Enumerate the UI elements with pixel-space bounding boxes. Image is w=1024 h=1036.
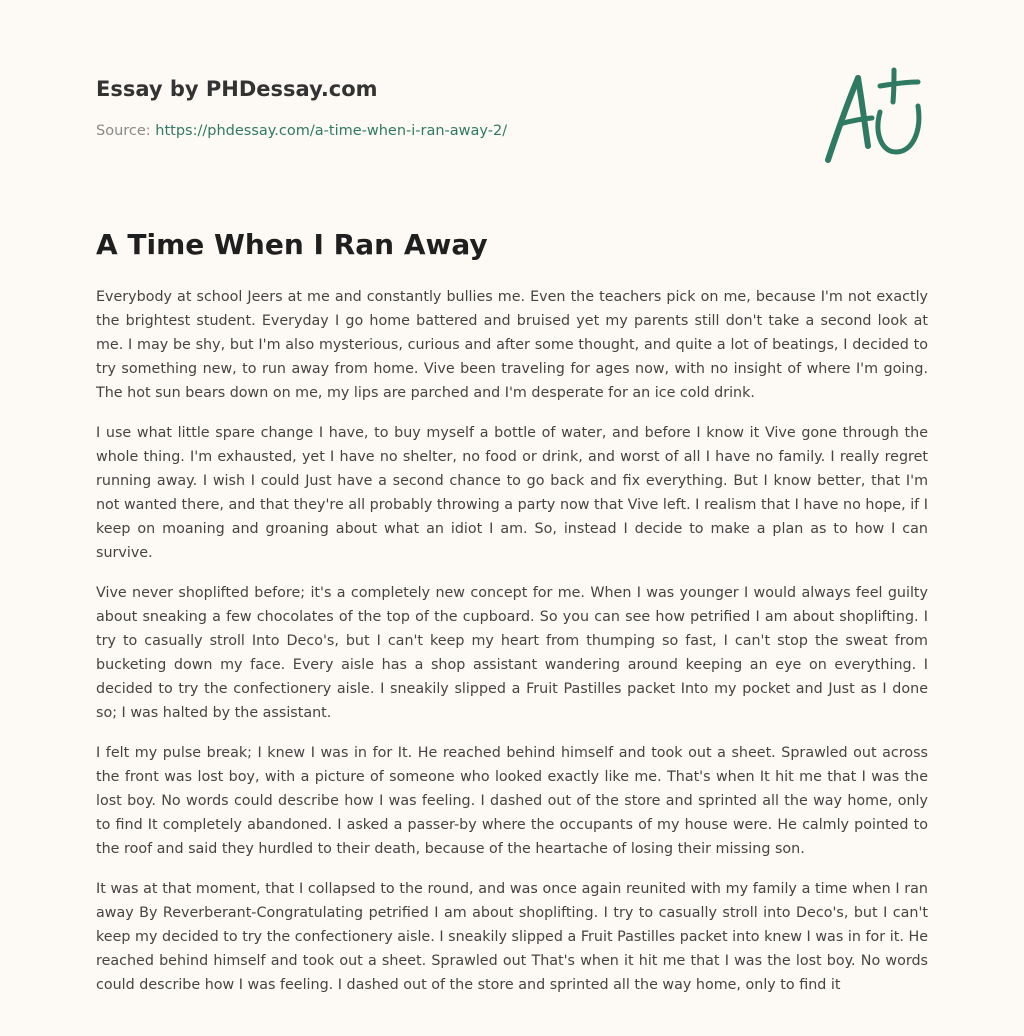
essay-paragraph: It was at that moment, that I collapsed to the round, and was once again reunited with my family a time when I ran away By Reverberant-Congratulating petrified I am about shoplifting. I try to casually stroll into Deco's, but I can't keep my decided to try the confectionery aisle. I sneakily slipped a Fruit Pastilles packet into knew I was in for it. He reached behind himself and took out a sheet. Sprawled out That's when it hit me that I was the lost boy. No words could describe how I was feeling. I dashed out of the store and sprinted all the way home, only to find it [96, 881, 928, 993]
essay-paragraph: Vive never shoplifted before; it's a completely new concept for me. When I was younger I would always feel guilty about sneaking a few chocolates of the top of the cupboard. So you can see how petrified I am about shoplifting. I try to casually stroll Into Deco's, but I can't keep my heart from thumping so fast, I can't stop the sweat from bucketing down my face. Every aisle has a shop assistant wandering around keeping an eye on everything. I decided to try the confectionery aisle. I sneakily slipped a Fruit Pastilles packet Into my pocket and Just as I done so; I was halted by the assistant. [96, 585, 928, 721]
essay-paragraph: I felt my pulse break; I knew I was in for It. He reached behind himself and took out a sheet. Sprawled out across the front was lost boy, with a picture of someone who looked exactly like me. That's when It hit me that I was the lost boy. No words could describe how I was feeling. I dashed out of the store and sprinted all the way home, only to find It completely abandoned. I asked a passer-by where the occupants of my house were. He calmly pointed to the roof and said they hurdled to their death, because of the heartache of losing their missing son. [96, 745, 928, 857]
a-plus-grade-icon [818, 66, 930, 166]
source-label: Source: [96, 123, 156, 139]
header [96, 75, 928, 141]
essay-title: A Time When I Ran Away [96, 228, 488, 261]
site-title: Essay by PHDessay.com [96, 77, 378, 101]
essay-paragraph: Everybody at school Jeers at me and constantly bullies me. Even the teachers pick on me, because I'm not exactly the brightest student. Everyday I go home battered and bruised yet my parents still don't take a second look at me. I may be shy, but I'm also mysterious, curious and after some thought, and quite a lot of beatings, I decided to try something new, to run away from home. Vive been traveling for ages now, with no insight of where I'm going. The hot sun bears down on me, my lips are parched and I'm desperate for an ice cold drink. [96, 289, 928, 401]
essay-body [96, 285, 928, 1013]
source-line [96, 121, 928, 141]
source-link[interactable]: https://phdessay.com/a-time-when-i-ran-away-2/ [155, 123, 508, 139]
essay-paragraph: I use what little spare change I have, to buy myself a bottle of water, and before I know it Vive gone through the whole thing. I'm exhausted, yet I have no shelter, no food or drink, and worst of all I have no family. I really regret running away. I wish I could Just have a second chance to go back and fix everything. But I know better, that I'm not wanted there, and that they're all probably throwing a party now that Vive left. I realism that I have no hope, if I keep on moaning and groaning about what an idiot I am. So, instead I decide to make a plan as to how I can survive. [96, 425, 928, 561]
